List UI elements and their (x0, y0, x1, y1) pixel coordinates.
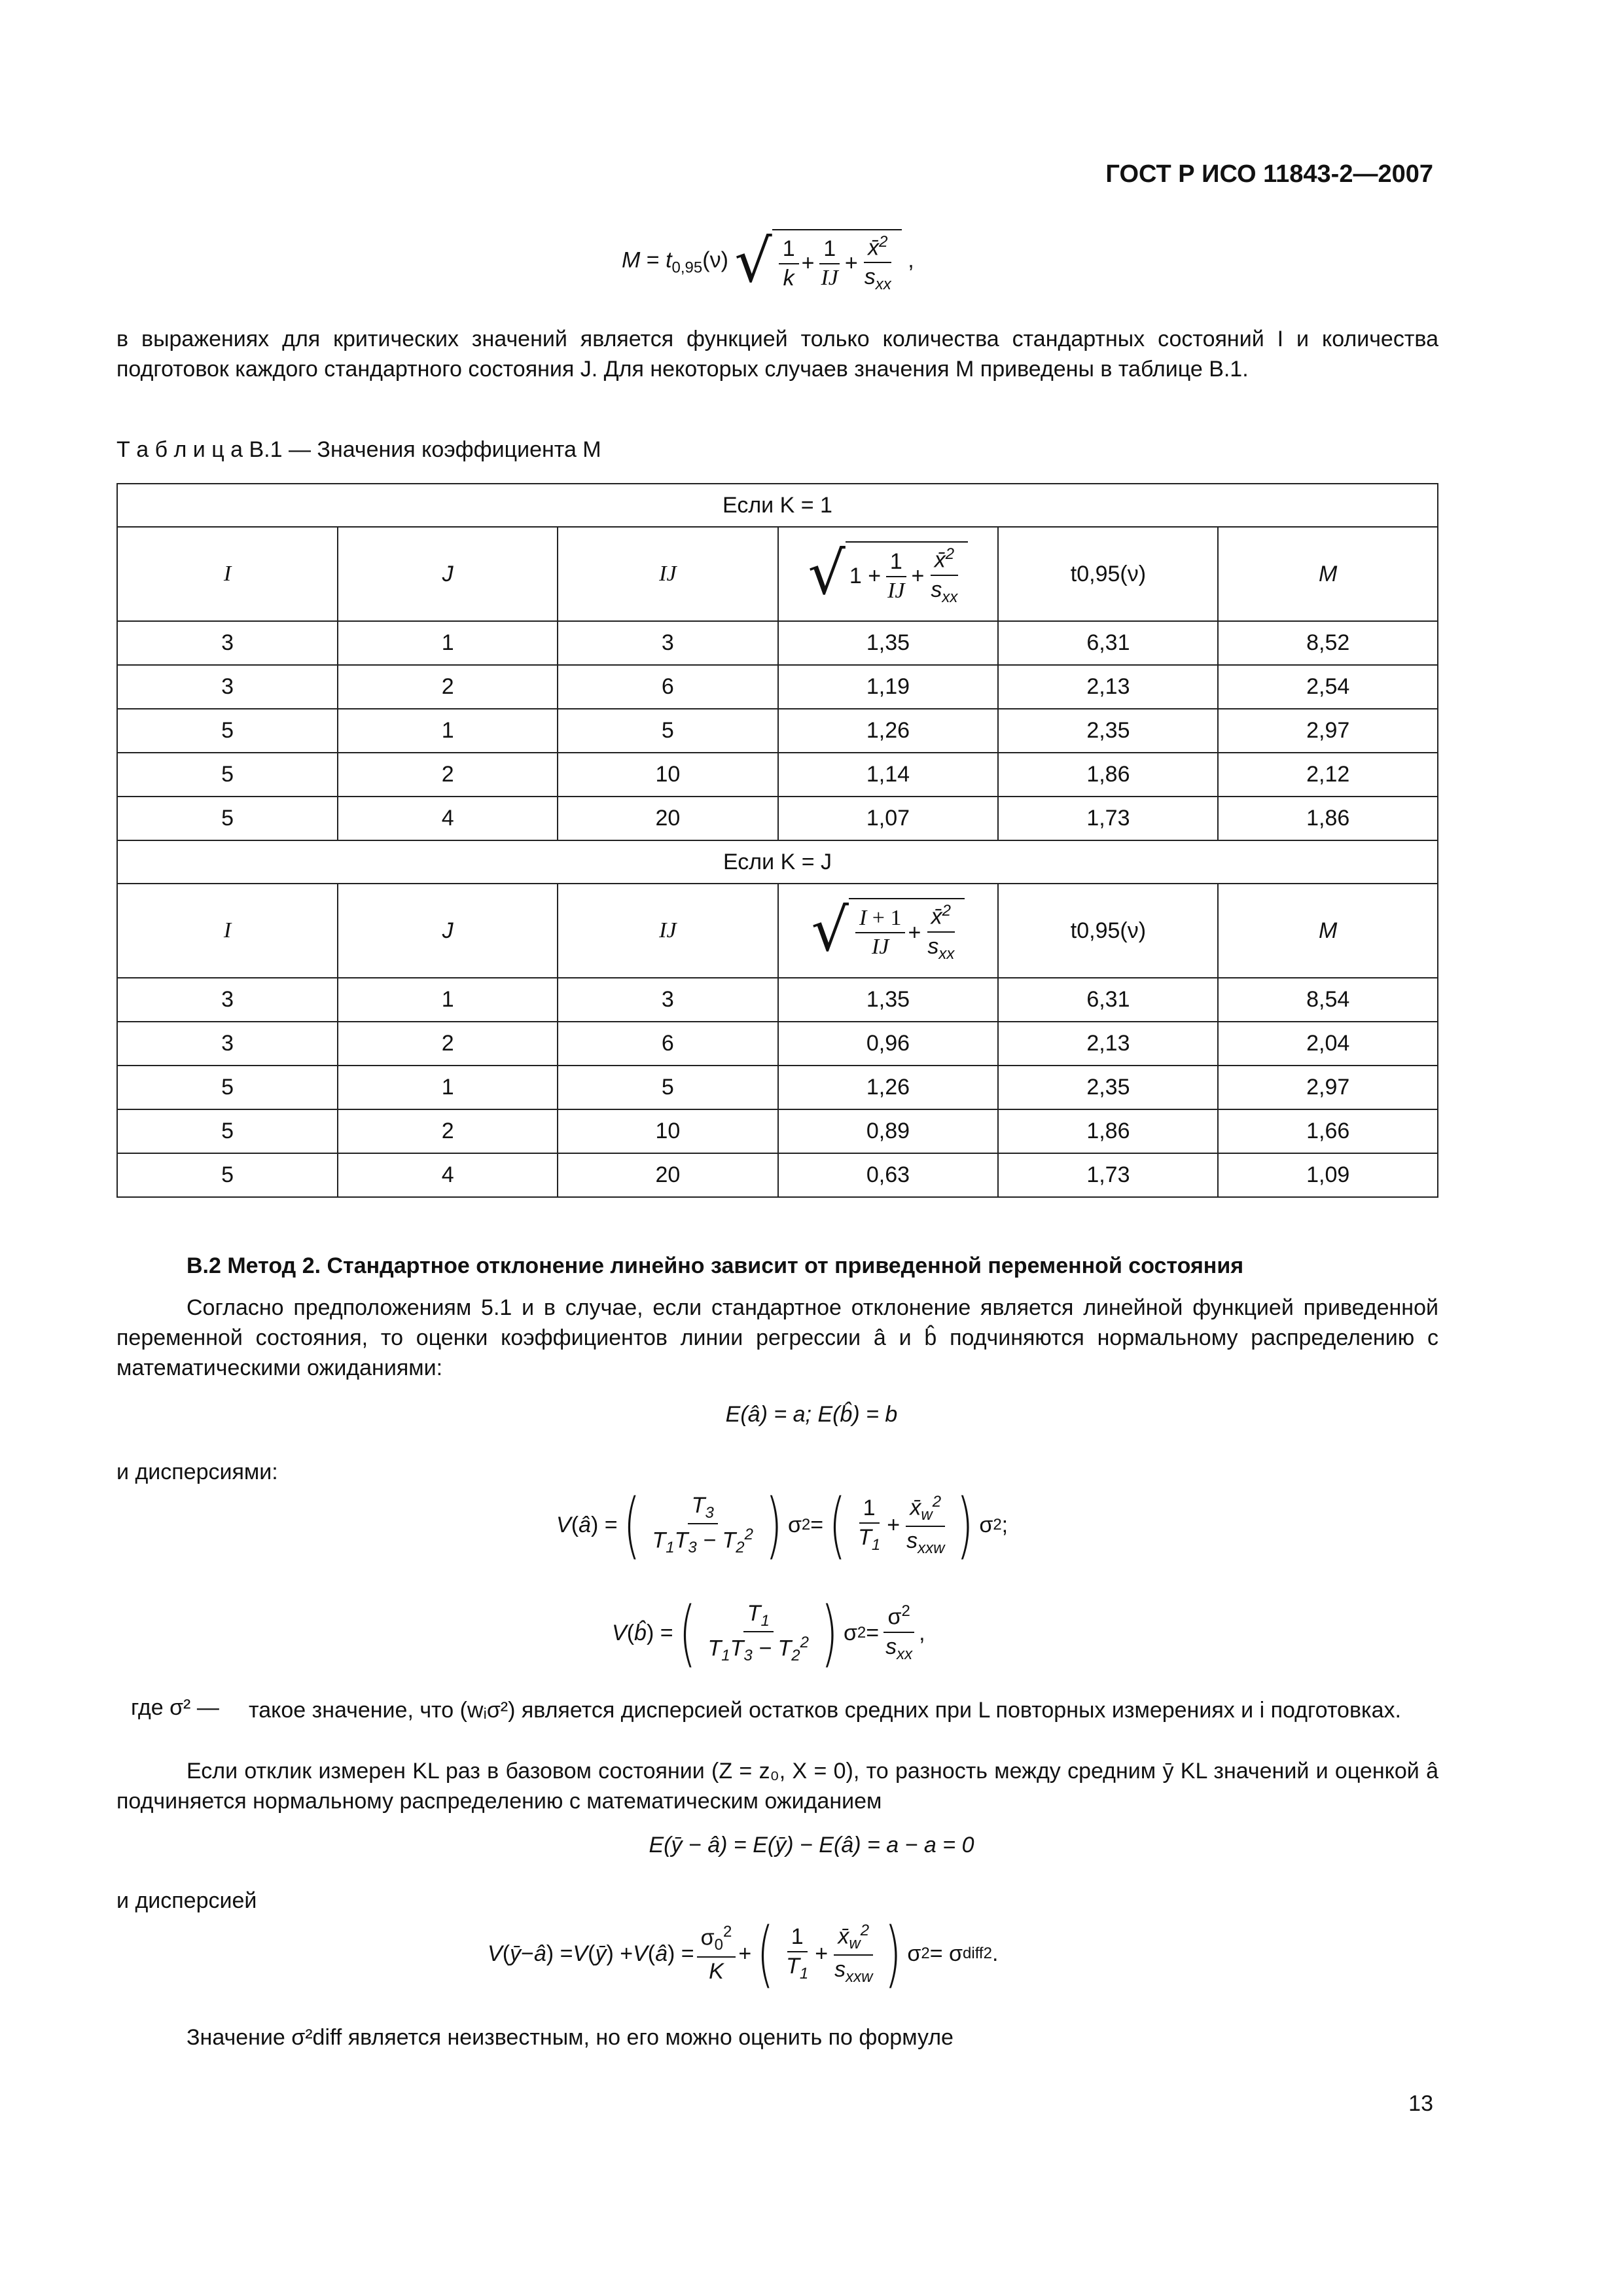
col-header-t: t0,95(ν) (998, 527, 1218, 621)
table-row: 5 1 5 1,26 2,35 2,97 (117, 1066, 1438, 1109)
col-header-M: M (1218, 884, 1438, 978)
table-caption-text: В.1 — Значения коэффициента M (249, 437, 601, 462)
formula-diff-expectation: E(ȳ − â) = E(ȳ) − E(â) = a − a = 0 (649, 1833, 974, 1857)
table-caption-prefix: Т а б л и ц а (116, 437, 243, 462)
col-header-IJ: IJ (558, 527, 777, 621)
formula-variance-a: V ( â ) = ( $\frac{T_3}{T_1T_3 - T_2^2}$ ) σ 2 = ( $\frac{1}{T_1}$ + $\frac{x̄_w^2}{s_{xxw}}$ ) σ 2 ; (556, 1483, 1008, 1567)
col-header-sqrt-formula: √ 1 + $\frac{1}{IJ}$ + $\frac{x̄^2}{s_{xx}}$ (778, 527, 999, 621)
table-row: 3 1 3 1,35 6,31 8,54 (117, 978, 1438, 1022)
paragraph-final: Значение σ²diff является неизвестным, но его можно оценить по формуле (187, 2025, 954, 2050)
formula-m: $M = t_{0,95}(\nu)$ √ $\frac{1}{k}$ + $\frac{1}{IJ}$ + $\frac{x̄^2}{s_{xx}}$ , (622, 226, 914, 296)
table-section-label: Если K = J (117, 840, 1438, 884)
section-heading: В.2 Метод 2. Стандартное отклонение линейно зависит от приведенной переменной состояния (187, 1253, 1244, 1278)
label-dispersion: и дисперсией (116, 1888, 257, 1913)
formula-variance-b: V ( b̂ ) = ( $\frac{T_1}{T_1T_3 - T_2^2}$ ) σ 2 = $\frac{\sigma^2}{s_{xx}}$ , (612, 1591, 925, 1675)
coefficient-table (116, 483, 1438, 1198)
col-header-sqrt-formula: √ $\frac{I + 1}{IJ}$ + $\frac{x̄^2}{s_{xx}}$ (778, 884, 999, 978)
paragraph-response: Если отклик измерен KL раз в базовом состоянии (Z = z₀, X = 0), то разность между средним ȳ KL значений и оценкой â подчиняется нормальному распределению с математическим ожиданием (116, 1759, 1438, 1814)
table-row: 5 4 20 0,63 1,73 1,09 (117, 1153, 1438, 1197)
label-dispersions: и дисперсиями: (116, 1460, 278, 1484)
col-header-I: I (117, 527, 338, 621)
where-definition: такое значение, что (wᵢσ²) является дисперсией остатков средних при L повторных измерениях и i подготовках. (249, 1698, 1401, 1723)
table-row: 5 2 10 0,89 1,86 1,66 (117, 1109, 1438, 1153)
col-header-IJ: IJ (558, 884, 777, 978)
col-header-M: M (1218, 527, 1438, 621)
paragraph-method2: Согласно предположениям 5.1 и в случае, если стандартное отклонение является линейной функцией приведенной переменной состояния, то оценки коэффициентов линии регрессии â и b̂ подчиняются нормальному распределению с математическими ожиданиями: (116, 1295, 1438, 1380)
page-number: 13 (1408, 2091, 1433, 2116)
table-row: 3 2 6 1,19 2,13 2,54 (117, 665, 1438, 709)
table-caption (116, 437, 601, 463)
col-header-J: J (338, 884, 558, 978)
table-row: 5 1 5 1,26 2,35 2,97 (117, 709, 1438, 753)
formula-variance-diff: V ( ȳ − â ) = V ( ȳ ) + V ( â ) = $\frac{\sigma_0^2}{K}$ + ( $\frac{1}{T_1}$ + $\frac{x̄_w^2}{s_{xxw}}$ ) σ 2 = σ diff 2 . (488, 1912, 999, 1996)
paragraph-intro: в выражениях для критических значений является функцией только количества стандартных состояний I и количества подготовок каждого стандартного состояния J. Для некоторых случаев значения M приведены в таблице В.1. (116, 327, 1438, 382)
table-row: 5 4 20 1,07 1,73 1,86 (117, 797, 1438, 840)
where-label: где σ² — (131, 1695, 219, 1720)
table-row: 3 1 3 1,35 6,31 8,52 (117, 621, 1438, 665)
col-header-t: t0,95(ν) (998, 884, 1218, 978)
table-row: 3 2 6 0,96 2,13 2,04 (117, 1022, 1438, 1066)
col-header-J: J (338, 527, 558, 621)
table-section-label: Если K = 1 (117, 484, 1438, 527)
table-row: 5 2 10 1,14 1,86 2,12 (117, 753, 1438, 797)
formula-expectation: E(â) = a; E(b̂) = b (725, 1402, 898, 1427)
col-header-I: I (117, 884, 338, 978)
document-header: ГОСТ Р ИСО 11843-2—2007 (1105, 160, 1433, 188)
